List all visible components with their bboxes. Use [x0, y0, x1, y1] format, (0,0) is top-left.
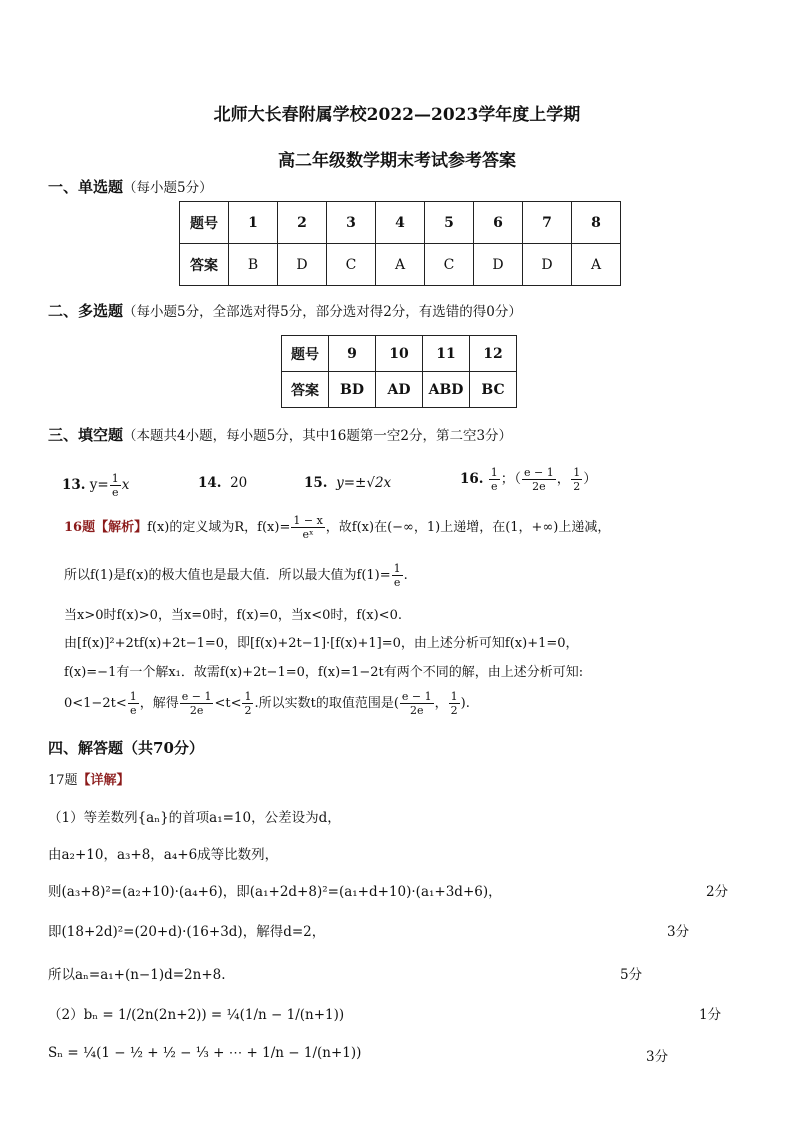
explain16-l2-den: e — [393, 576, 401, 589]
row-label-number: 题号 — [282, 336, 329, 372]
explain16-l2a: 所以f(1)是f(x)的极大值也是最大值．所以最大值为f(1)= — [64, 568, 391, 583]
q17-p2: 由a₂+10，a₃+8，a₄+6成等比数列， — [48, 847, 279, 863]
table-cell: 7 — [523, 202, 572, 244]
explain16-tag: 16题【解析】 — [64, 520, 148, 535]
q17-tag-label: 【详解】 — [77, 773, 130, 788]
explain16-l6-f3-num: 1 — [244, 690, 252, 703]
explain16-l2b: . — [403, 568, 408, 583]
table-cell: 11 — [423, 336, 470, 372]
q16-b-den: 2e — [532, 480, 546, 493]
q17-p4: 即(18+2d)²=(20+d)·(16+3d)，解得d=2， — [48, 924, 326, 940]
q13-frac-den: e — [111, 486, 119, 499]
table-cell: AD — [376, 372, 423, 408]
q16-a-num: 1 — [490, 466, 498, 479]
q17-p3-score: 2分 — [706, 884, 729, 900]
explain16-line1 — [64, 514, 610, 541]
explain16-l6-f5-den: 2 — [450, 704, 458, 717]
section1-heading-text: 一、单选题 — [48, 178, 124, 196]
explain16-l6-f2-den: 2e — [189, 704, 204, 717]
explain16-l6-f4-den: 2e — [410, 704, 424, 717]
q16-c-den: 2 — [573, 480, 581, 493]
q16-a-den: e — [491, 480, 498, 493]
section2-note: （每小题5分，全部选对得5分，部分选对得2分，有选错的得0分） — [123, 304, 522, 320]
explain16-l1a: f(x)的定义域为R，f(x)= — [147, 520, 291, 535]
explain16-l6-f4-num: e − 1 — [401, 690, 432, 703]
q13-label: 13. — [62, 477, 86, 493]
q13-suffix: x — [121, 477, 130, 493]
explain16-l6-f1-den: e — [129, 704, 137, 717]
q13-prefix: y= — [89, 477, 109, 493]
q14-answer — [198, 475, 247, 491]
table-cell: A — [376, 244, 425, 286]
table-cell: BC — [470, 372, 517, 408]
section3-note: （本题共4小题，每小题5分，其中16题第一空2分，第二空3分） — [123, 428, 513, 444]
explain16-line2 — [64, 562, 408, 589]
q15-value: y=±√2x — [336, 475, 392, 491]
q17-tag — [48, 769, 130, 788]
q17-p5-score: 5分 — [620, 967, 643, 983]
q14-label: 14. — [198, 475, 222, 491]
explain16-l6c: <t< — [214, 696, 242, 711]
row-label-answer: 答案 — [180, 244, 229, 286]
q17-p5: 所以aₙ=a₁+(n−1)d=2n+8. — [48, 967, 226, 983]
explain16-l6b: ，解得 — [139, 696, 179, 711]
explain16-l6-f1-num: 1 — [129, 690, 137, 703]
row-label-answer: 答案 — [282, 372, 329, 408]
q16-close: ） — [583, 471, 597, 487]
q13-answer — [62, 472, 129, 499]
table-cell: 6 — [474, 202, 523, 244]
table-cell: ABD — [423, 372, 470, 408]
section4-heading: 四、解答题（共70分） — [48, 739, 204, 757]
table-cell: D — [278, 244, 327, 286]
explain16-line4: 由[f(x)]²+2tf(x)+2t−1=0，即[f(x)+2t−1]·[f(x)+1]=0，由上述分析可知f(x)+1=0， — [64, 636, 579, 651]
explain16-l1-den: eˣ — [302, 528, 314, 541]
explain16-l1b: ，故f(x)在(−∞，1)上递增，在(1，+∞)上递减， — [325, 520, 611, 535]
explain16-l1-num: 1 − x — [293, 514, 323, 527]
table-cell: 10 — [376, 336, 423, 372]
table-cell: 12 — [470, 336, 517, 372]
table-cell: D — [523, 244, 572, 286]
q17-tag-prefix: 17题 — [48, 773, 78, 788]
table-cell: 4 — [376, 202, 425, 244]
table-cell: A — [572, 244, 621, 286]
table-cell: C — [327, 244, 376, 286]
section2-heading-text: 二、多选题 — [48, 302, 124, 320]
q14-value: 20 — [230, 475, 248, 491]
section1-note: （每小题5分） — [123, 180, 213, 196]
q17-p6-score: 1分 — [699, 1007, 722, 1023]
table-cell: 9 — [329, 336, 376, 372]
table-cell: 2 — [278, 202, 327, 244]
table-cell: B — [229, 244, 278, 286]
explain16-l6a: 0<1−2t< — [64, 696, 127, 711]
table-cell: BD — [329, 372, 376, 408]
q17-p1: （1）等差数列{aₙ}的首项a₁=10，公差设为d， — [48, 810, 341, 826]
q17-p6: （2）bₙ = 1/(2n(2n+2)) = ¼(1/n − 1/(n+1)) — [48, 1007, 345, 1023]
explain16-line6 — [64, 690, 470, 717]
section2-table — [281, 335, 517, 408]
page-title: 北师大长春附属学校2022—2023学年度上学期 — [213, 105, 581, 125]
row-label-number: 题号 — [180, 202, 229, 244]
explain16-l6e: ， — [434, 696, 448, 711]
q16-comma: ， — [556, 471, 571, 487]
q15-answer — [304, 475, 391, 491]
section3-heading-text: 三、填空题 — [48, 426, 124, 444]
section1-table — [179, 201, 621, 286]
q16-b-num: e − 1 — [524, 466, 554, 479]
explain16-l6-f3-den: 2 — [244, 704, 252, 717]
q15-label: 15. — [304, 475, 328, 491]
table-cell: C — [425, 244, 474, 286]
table-cell: 8 — [572, 202, 621, 244]
section3-heading — [48, 424, 512, 445]
page-subtitle: 高二年级数学期末考试参考答案 — [278, 151, 516, 171]
explain16-l6-f2-num: e − 1 — [181, 690, 212, 703]
explain16-l2-num: 1 — [393, 562, 401, 575]
q16-sep: ；（ — [500, 471, 522, 487]
explain16-l6-f5-num: 1 — [450, 690, 458, 703]
table-cell: 3 — [327, 202, 376, 244]
table-cell: 5 — [425, 202, 474, 244]
explain16-line5: f(x)=−1有一个解x₁．故需f(x)+2t−1=0，f(x)=1−2t有两个不同的解，由上述分析可知: — [64, 665, 584, 680]
table-cell: D — [474, 244, 523, 286]
explain16-l6f: ). — [460, 696, 470, 711]
q16-answer — [460, 466, 597, 493]
q13-frac-num: 1 — [111, 472, 119, 485]
table-cell: 1 — [229, 202, 278, 244]
section1-heading — [48, 176, 213, 197]
q17-p7: Sₙ = ¼(1 − ½ + ½ − ⅓ + ⋯ + 1/n − 1/(n+1)) — [48, 1045, 362, 1061]
section2-heading — [48, 300, 522, 321]
q17-p7-score: 3分 — [646, 1049, 669, 1065]
q17-p3: 则(a₃+8)²=(a₂+10)·(a₄+6)，即(a₁+2d+8)²=(a₁+d+10)·(a₁+3d+6)， — [48, 884, 502, 900]
q16-c-num: 1 — [573, 466, 581, 479]
q17-p4-score: 3分 — [667, 924, 690, 940]
explain16-l6d: .所以实数t的取值范围是( — [254, 696, 399, 711]
q16-label: 16. — [460, 471, 484, 487]
explain16-line3: 当x>0时f(x)>0，当x=0时，f(x)=0，当x<0时，f(x)<0. — [64, 608, 402, 623]
